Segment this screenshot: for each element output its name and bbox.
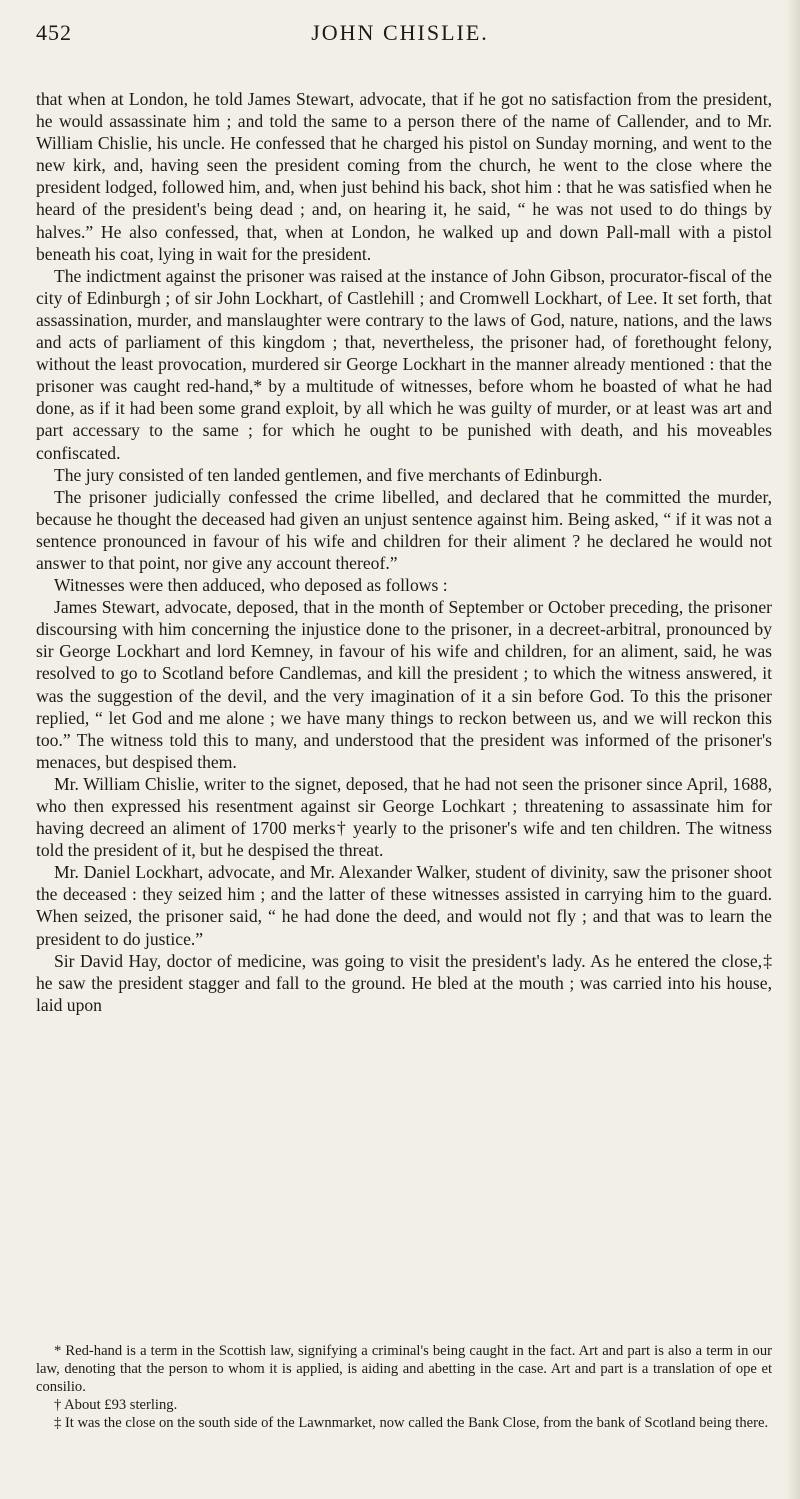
paragraph: The jury consisted of ten landed gentlemen, and five merchants of Edinburgh. [54, 464, 603, 485]
footnote-red-hand: * Red-hand is a term in the Scottish law, signifying a criminal's being caught in the fact. Art and part is also a term in our law, denoting that the person to whom it is applied, is aiding and abetting in the case. Art and part is a translation of ope et consilio. [36, 1343, 772, 1395]
footnote-close: ‡ It was the close on the south side of the Lawnmarket, now called the Bank Close, from the bank of Scotland being there. [54, 1415, 769, 1431]
paragraph: Sir David Hay, doctor of medicine, was going to visit the president's lady. As he entered the close,‡ he saw the president stagger and fall to the ground. He bled at the mouth ; was carried into his house, laid upon [36, 950, 772, 1015]
paragraph: that when at London, he told James Stewart, advocate, that if he got no satisfaction from the president, he would assassinate him ; and told the same to a person there of the name of Callender, and to Mr. William Chislie, his uncle. He confessed that he charged his pistol on Sunday morning, and went to the new kirk, and, having seen the president coming from the church, he went to the close where the president lodged, followed him, and, when just behind his back, shot him : that he was satisfied when he heard of the president's being dead ; and, on hearing it, he said, “ he was not used to do things by halves.” He also confessed, that, when at London, he walked up and down Pall-mall with a pistol beneath his coat, lying in wait for the president. [36, 89, 772, 264]
page-edge-shadow [786, 0, 800, 1499]
paragraph: Mr. William Chislie, writer to the signet, deposed, that he had not seen the prisoner since April, 1688, who then expressed his resentment against sir George Lochkart ; threatening to assassinate him for having decreed an aliment of 1700 merks† yearly to the prisoner's wife and ten children. The witness told the president of it, but he despised the threat. [36, 773, 772, 861]
paragraph: Witnesses were then adduced, who deposed as follows : [54, 575, 448, 596]
paragraph: The indictment against the prisoner was raised at the instance of John Gibson, procurator-fiscal of the city of Edinburgh ; of sir John Lockhart, of Castlehill ; and Cromwell Lockhart, of Lee. It set forth, that assassination, murder, and manslaughter were contrary to the laws of God, nature, nations, and the laws and acts of parliament of this kingdom ; that, nevertheless, the prisoner had, of forethought felony, without the least provocation, murdered sir George Lockhart in the manner already mentioned : that the prisoner was caught red-hand,* by a multitude of witnesses, before whom he boasted of what he had done, as if it had been some grand exploit, by all which he was guilty of murder, or at least was art and part accessary to the same ; for which he ought to be punished with death, and his moveables confiscated. [36, 265, 772, 463]
footnotes [36, 1342, 772, 1432]
body-text [36, 88, 772, 1016]
paragraph: Mr. Daniel Lockhart, advocate, and Mr. Alexander Walker, student of divinity, saw the prisoner shoot the deceased : they seized him ; and the latter of these witnesses assisted in carrying him to the guard. When seized, the prisoner said, “ he had done the deed, and would not fly ; and that was to learn the president to do justice.” [36, 862, 772, 949]
paragraph: James Stewart, advocate, deposed, that in the month of September or October preceding, the prisoner discoursing with him concerning the injustice done to the prisoner, in a decreet-arbitral, pronounced by sir George Lockhart and lord Kemney, in favour of his wife and children, for an aliment, said, he was resolved to go to Scotland before Candlemas, and kill the president ; to which the witness answered, it was the suggestion of the devil, and the very imagination of it a sin before God. To this the prisoner replied, “ let God and me alone ; we have many things to reckon between us, and we will reckon this too.” The witness told this to many, and understood that the president was informed of the prisoner's menaces, but despised them. [36, 597, 772, 772]
page-header [36, 12, 764, 52]
paragraph: The prisoner judicially confessed the crime libelled, and declared that he committed the murder, because he thought the deceased had given an unjust sentence against him. Being asked, “ if it was not a sentence pronounced in favour of his wife and children for their aliment ? he declared he would not answer to that point, nor give any account thereof.” [36, 486, 772, 573]
footnote-merks: † About £93 sterling. [54, 1397, 178, 1413]
running-head: JOHN CHISLIE. [311, 20, 489, 45]
page-number: 452 [36, 20, 72, 45]
